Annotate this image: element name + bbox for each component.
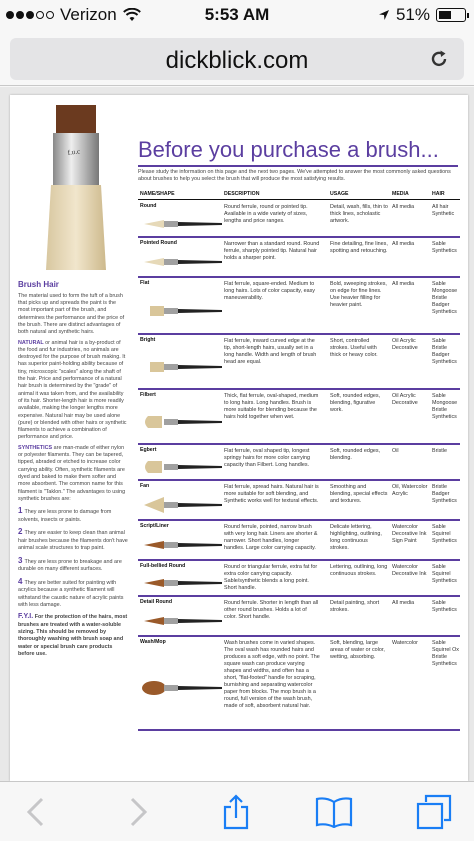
brush-illustration-icon: [142, 413, 222, 431]
fyi-text: For the protection of the hairs, most brushes are treated with a water-soluble sizing. This should be removed by thoroughly washing with brush soap and water or special brush care products before use.: [18, 614, 128, 657]
natural-paragraph: [18, 340, 128, 442]
brush-name: Script/Liner: [140, 523, 169, 529]
brush-desc: Round ferrule, round or pointed tip. Available in a wide variety of sizes, lengths and price ranges.: [224, 204, 308, 225]
brush-illustration-icon: [142, 358, 222, 376]
brush-usage: Detail, wash, fills, thin to thick lines, scholastic artwork.: [330, 204, 388, 225]
brush-media: Watercolor Decorative Ink Sign Paint: [392, 524, 427, 545]
synthetics-label: SYNTHETICS: [18, 444, 53, 451]
forward-button[interactable]: [116, 792, 160, 832]
brush-desc: Thick, flat ferrule, oval-shaped, medium to long hairs. Long handles. Brush is more suitable for blending because the hairs hold together when wet.: [224, 393, 319, 421]
brush-desc: Round ferrule. Shorter in length than all other round brushes. Holds a lot of color. Short handle.: [224, 600, 319, 621]
brush-name: Filbert: [140, 392, 156, 398]
brush-desc: Round ferrule, pointed, narrow brush with very long hair. Liners are shorter & narrower. Short handles, longer handles. Large color carrying capacity.: [224, 524, 318, 552]
page-title: Before you purchase a brush...: [138, 137, 439, 162]
brush-illustration-icon: [142, 253, 222, 271]
brush-name: Egbert: [140, 447, 157, 453]
brush-usage: Fine detailing, fine lines, spotting and retouching.: [330, 241, 388, 255]
table-row: [138, 481, 460, 521]
natural-label: NATURAL: [18, 339, 44, 346]
brush-hair: All hair Synthetic: [432, 204, 455, 218]
column-header: USAGE: [330, 191, 349, 197]
web-content[interactable]: [0, 87, 474, 781]
table-row: [138, 561, 460, 597]
brush-name: Bright: [140, 337, 156, 343]
brush-media: All media: [392, 600, 415, 606]
brush-illustration-icon: [142, 215, 222, 233]
brush-illustration-icon: [142, 536, 222, 554]
brush-usage: Smoothing and blending, special effects and textures.: [330, 484, 388, 505]
brush-hair: Sable Mongoose Bristle Synthetics: [432, 393, 458, 421]
column-header: DESCRIPTION: [224, 191, 260, 197]
synthetics-paragraph: [18, 445, 128, 503]
bookmarks-icon: [314, 796, 354, 828]
clock: 5:53 AM: [204, 5, 270, 24]
table-row: [138, 521, 460, 561]
table-row: [138, 335, 460, 390]
brush-media: Oil, Watercolor Acrylic: [392, 484, 428, 498]
brush-illustration-icon: [142, 574, 222, 592]
brush-media: Oil: [392, 448, 399, 454]
url-text[interactable]: dickblick.com: [165, 47, 309, 74]
brush-usage: Bold, sweeping strokes, on edge for fine lines. Use heavier filling for heavier paint.: [330, 281, 387, 309]
tabs-button[interactable]: [412, 792, 456, 832]
brush-usage: Short, controlled strokes. Useful with thick or heavy color.: [330, 338, 378, 359]
table-header: [138, 189, 460, 199]
brush-usage: Soft, blending, large areas of water or color, wetting, absorbing.: [330, 640, 385, 661]
brush-name: Flat: [140, 280, 150, 286]
natural-text: or animal hair is a by-product of the food and fur industries, no animals are destroyed for the purpose of brush making. It has superior paint-holding ability because of tiny, microscopic "scales" along the shaft of the hair. Price and performance of a natural hair brush is determined by the "grade" of animal it was taken from, and the availability of its hair. Shorter-length hair is more readily available, making the longer lengths more expensive. Natural hair may be used alone (pure) or blended with other hairs or synthetic filaments to achieve a combination of performance and price.: [18, 339, 127, 441]
point-item: 2 They are easier to keep clean than animal hair brushes because the filaments don't have animal scale structures to trap paint.: [18, 527, 128, 552]
header-rule: [138, 199, 460, 200]
brush-media: All media: [392, 281, 415, 287]
battery-percent: 51%: [395, 5, 430, 24]
brush-name: Fan: [140, 483, 150, 489]
brush-media: Watercolor: [392, 640, 418, 646]
brush-hair: Sable Mongoose Bristle Badger Synthetics: [432, 281, 458, 316]
address-bar: [0, 30, 474, 86]
forward-icon: [128, 797, 148, 827]
brush-illustration-icon: [142, 496, 222, 514]
brush-media: All media: [392, 241, 415, 247]
share-icon: [222, 794, 250, 830]
back-button[interactable]: [14, 792, 58, 832]
sidebar-heading: Brush Hair: [18, 280, 59, 289]
brush-usage: Soft, rounded edges, blending.: [330, 448, 381, 462]
back-icon: [26, 797, 46, 827]
brush-desc: Round or triangular ferrule, extra fat for extra color carrying capacity. Sable/synthetic blends a long point. Short handle.: [224, 564, 318, 592]
carrier-name: Verizon: [60, 5, 117, 24]
brush-desc: Flat ferrule, square-ended. Medium to long hairs. Lots of color capacity, easy maneuverability.: [224, 281, 315, 302]
brush-name: Detail Round: [140, 599, 172, 605]
brush-name: Full-bellied Round: [140, 563, 186, 569]
reload-icon[interactable]: [428, 48, 450, 70]
brush-media: All media: [392, 204, 415, 210]
brush-name: Pointed Round: [140, 240, 177, 246]
brush-name: Round: [140, 203, 157, 209]
url-field[interactable]: [10, 38, 464, 80]
brush-hair: Sable Synthetics: [432, 241, 457, 255]
brush-media: Oil Acrylic Decorative: [392, 338, 418, 352]
table-row: [138, 201, 460, 238]
brush-media: Oil Acrylic Decorative: [392, 393, 418, 407]
tabs-icon: [416, 794, 452, 830]
brush-hair: Sable Squirrel Synthetics: [432, 524, 457, 545]
status-bar: [0, 0, 474, 30]
brush-desc: Flat ferrule, oval shaped tip, longest springy hairs for more color carrying capacity than Filbert. Long handles.: [224, 448, 310, 469]
brush-hair: Bristle: [432, 448, 447, 454]
battery-icon: [436, 8, 466, 22]
bookmarks-button[interactable]: [312, 792, 356, 832]
brush-illustration-icon: [142, 679, 222, 697]
point-item: 3 They are less prone to breakage and are durable on many different surfaces.: [18, 555, 122, 573]
catalog-page: [10, 95, 468, 781]
table-row: [138, 637, 460, 731]
table-row: [138, 238, 460, 278]
fyi-note: [18, 612, 128, 658]
table-row: [138, 445, 460, 481]
brush-hair: Sable Synthetics: [432, 600, 457, 614]
brush-hair: Sable Squirrel Ox Bristle Synthetics: [432, 640, 459, 668]
column-header: NAME/SHAPE: [140, 191, 175, 197]
brush-desc: Flat ferrule, spread hairs. Natural hair is more suitable for soft blending, and Synthetic works well for textural effects.: [224, 484, 319, 505]
brush-desc: Narrower than a standard round. Round ferrule, sharply pointed tip. Natural hair holds a sharper point.: [224, 241, 320, 262]
sidebar-paragraph: The material used to form the tuft of a brush that picks up and spreads the paint is the most important part of the brush, and determines the performance and the price of the brush. There are distinct advantages of both natural and synthetic hairs.: [18, 292, 125, 336]
brush-usage: Delicate lettering, highlighting, outlining, long continuous strokes.: [330, 524, 382, 552]
brush-illustration-icon: [142, 612, 222, 630]
brush-usage: Soft, rounded edges, blending, figurative work.: [330, 393, 381, 414]
brush-desc: Wash brushes come in varied shapes. The oval wash has rounded hairs and produces a soft edge, with no point. The square wash can produce varying shapes and widths, and often has a short, "flat-footed" handle for scraping, burnishing and separating watercolor paper from blocks. The mop brush is a round, full version of the wash brush, made of soft, absorbent natural hair.: [224, 640, 320, 710]
brush-usage: Lettering, outlining, long continuous strokes.: [330, 564, 388, 578]
brush-hair: Bristle Badger Synthetics: [432, 484, 457, 505]
brush-hair: Sable Bristle Badger Synthetics: [432, 338, 457, 366]
column-header: HAIR: [432, 191, 445, 197]
table-row: [138, 278, 460, 335]
bottom-toolbar: [0, 781, 474, 841]
table-row: [138, 597, 460, 637]
brush-media: Watercolor Decorative Ink: [392, 564, 427, 578]
battery-info: [378, 5, 466, 25]
brush-illustration-icon: [142, 458, 222, 476]
title-rule: [138, 165, 458, 167]
point-item: 1 They are less prone to damage from solvents, insects or paints.: [18, 506, 112, 523]
brush-usage: Detail painting, short strokes.: [330, 600, 380, 614]
brush-photo-icon: [20, 105, 130, 275]
svg-text:f.u.c: f.u.c: [67, 147, 81, 157]
share-button[interactable]: [214, 792, 258, 832]
brush-hair-sidebar: [18, 280, 128, 661]
intro-text: Please study the information on this page and the next two pages. We've attempted to answer the most commonly asked questions about brushes to help you select the brush that will produce the most satisfying results.: [138, 169, 451, 183]
synthetics-text: are man-made of either nylon or polyester filaments. They can be tapered, tipped, abraded or etched to increase color carrying ability. Often, synthetic filaments are dyed and baked to make them softer and more absorbent. The common name for this filament is "Taklon." The advantages to using synthetic brushes are:: [18, 444, 126, 502]
column-header: MEDIA: [392, 191, 409, 197]
table-row: [138, 390, 460, 445]
fyi-label: F.Y.I.: [18, 613, 34, 621]
brush-name: Wash/Mop: [140, 639, 166, 645]
location-arrow-icon: [378, 9, 390, 21]
brush-illustration-icon: [142, 302, 222, 320]
brush-desc: Flat ferrule, inward curved edge at the tip, short-length hairs, usually set in a long handle. Width and length of brush head are equal.: [224, 338, 317, 366]
point-item: 4 They are better suited for painting with acrylics because a synthetic filament will withstand the caustic nature of acrylic paints with less damage.: [18, 576, 124, 609]
brush-hair: Sable Squirrel Synthetics: [432, 564, 457, 585]
